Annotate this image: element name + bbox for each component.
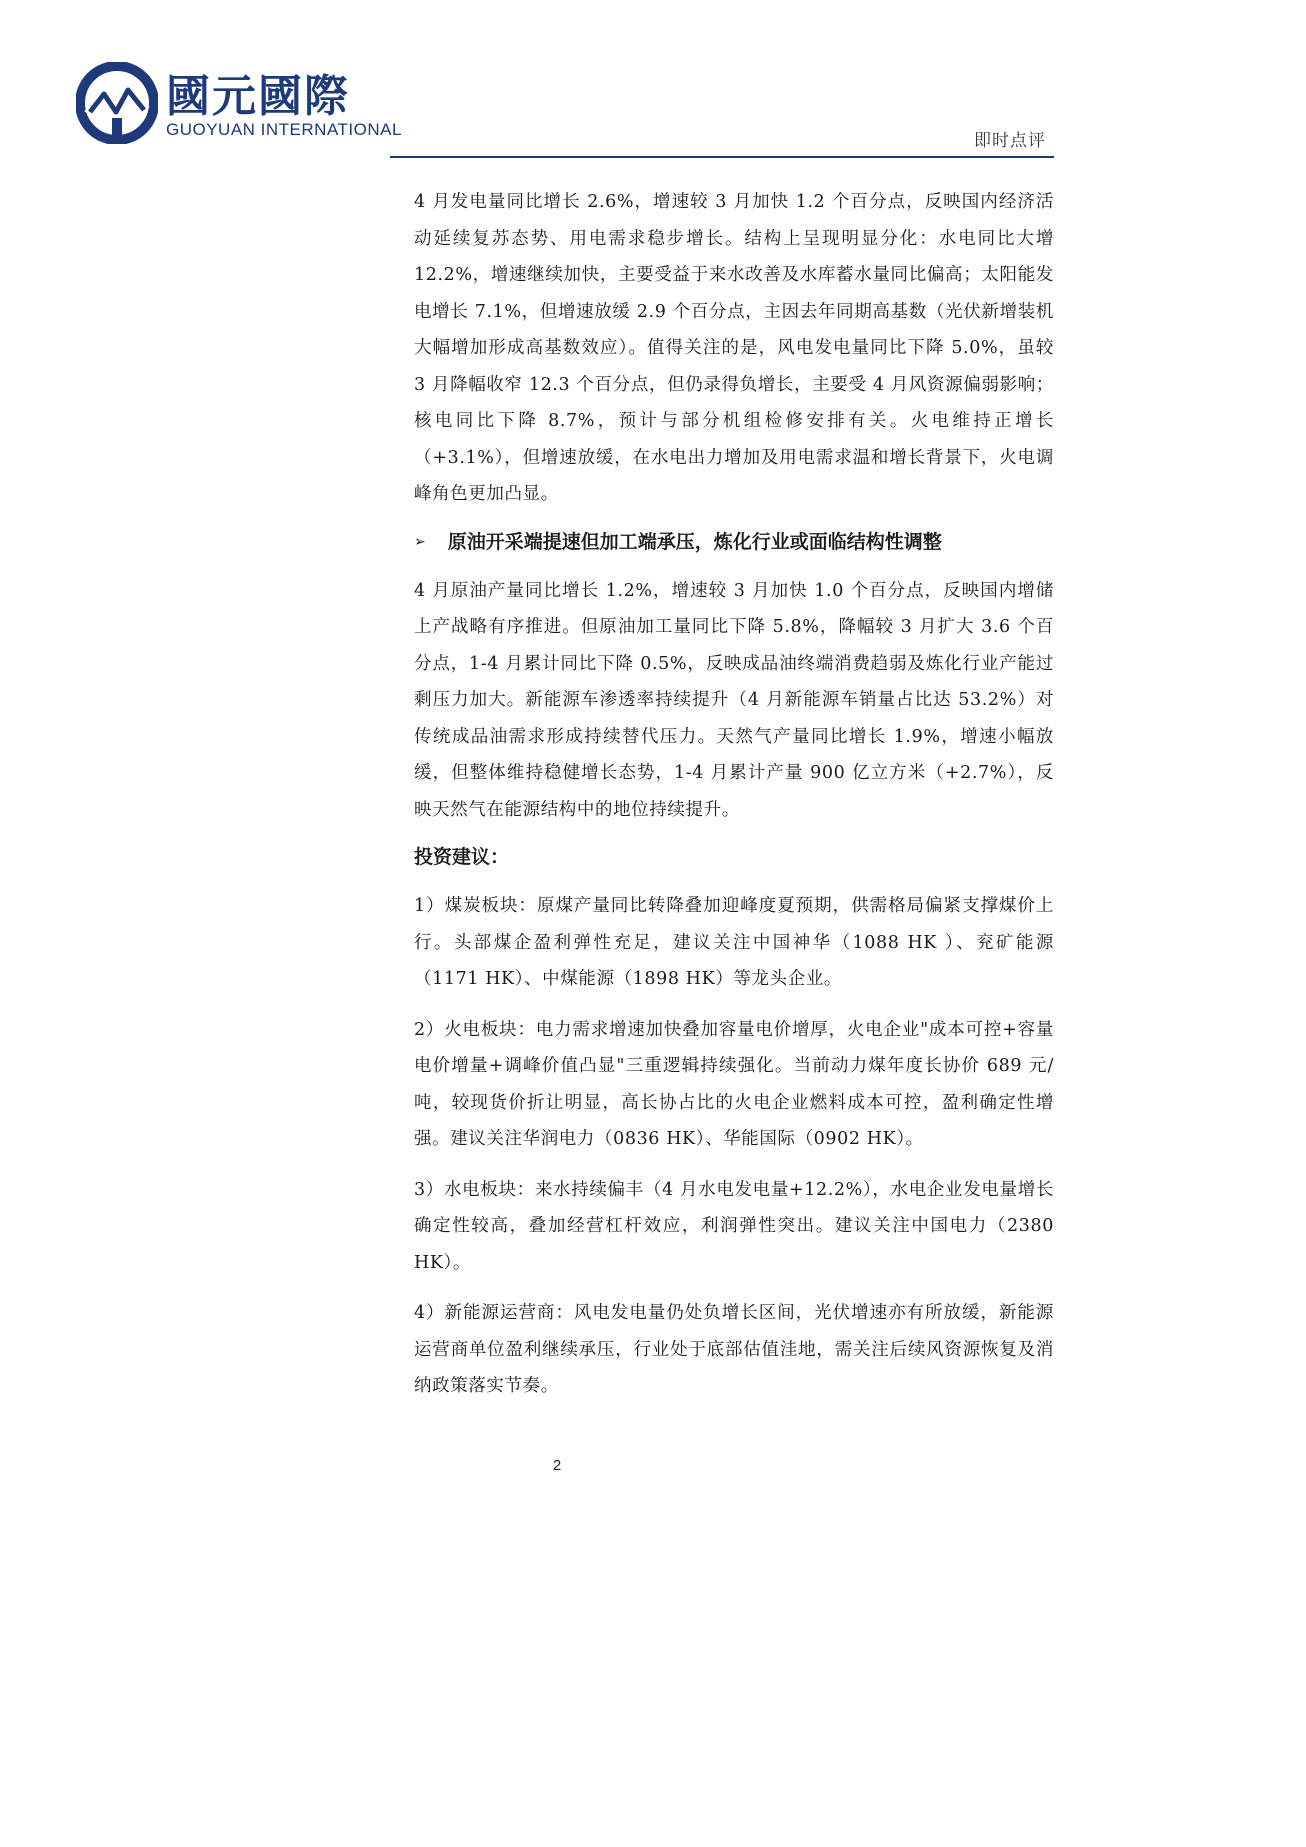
logo-emblem-icon (76, 62, 158, 144)
logo-english-name: GUOYUAN INTERNATIONAL (166, 120, 402, 139)
section-heading-text: 原油开采端提速但加工端承压，炼化行业或面临结构性调整 (447, 530, 942, 553)
paragraph-power-generation: 4 月发电量同比增长 2.6%，增速较 3 月加快 1.2 个百分点，反映国内经济活动延续复苏态势、用电需求稳步增长。结构上呈现明显分化：水电同比大增 12.2%，增速继续加快，主要受益于来水改善及水库蓄水量同比偏高；太阳能发电增长 7.1%，但增速放缓 2.9 个百分点，主因去年同期高基数（光伏新增装机大幅增加形成高基数效应）。值得关注的是，风电发电量同比下降 5.0%，虽较 3 月降幅收窄 12.3 个百分点，但仍录得负增长，主要受 4 月风资源偏弱影响；核电同比下降 8.7%，预计与部分机组检修安排有关。火电维持正增长（+3.1%），但增速放缓，在水电出力增加及用电需求温和增长背景下，火电调峰角色更加凸显。 (414, 192, 1054, 504)
page-number: 2 (552, 1457, 562, 1474)
company-logo (76, 58, 402, 148)
recommendation-hydropower: 3）水电板块：来水持续偏丰（4 月水电发电量+12.2%），水电企业发电量增长确定性较高，叠加经营杠杆效应，利润弹性突出。建议关注中国电力（2380 HK）。 (414, 1179, 1054, 1273)
logo-chinese-name: 國元國際 (166, 71, 350, 122)
section-heading-oil (414, 527, 1054, 557)
header-divider (390, 156, 1054, 158)
report-type-label: 即时点评 (974, 131, 1046, 151)
paragraph-oil-gas: 4 月原油产量同比增长 1.2%，增速较 3 月加快 1.0 个百分点，反映国内增储上产战略有序推进。但原油加工量同比下降 5.8%，降幅较 3 月扩大 3.6 个百分点，1-4 月累计同比下降 0.5%，反映成品油终端消费趋弱及炼化行业产能过剩压力加大。新能源车渗透率持续提升（4 月新能源车销量占比达 53.2%）对传统成品油需求形成持续替代压力。天然气产量同比增长 1.9%，增速小幅放缓，但整体维持稳健增长态势，1-4 月累计产量 900 亿立方米（+2.7%），反映天然气在能源结构中的地位持续提升。 (414, 580, 1054, 820)
recommendation-coal: 1）煤炭板块：原煤产量同比转降叠加迎峰度夏预期，供需格局偏紧支撑煤价上行。头部煤企盈利弹性充足，建议关注中国神华（1088 HK ）、兖矿能源（1171 HK）、中煤能源（1898 HK）等龙头企业。 (414, 896, 1054, 989)
arrow-bullet-icon: ➢ (414, 533, 426, 550)
recommendation-thermal-power: 2）火电板块：电力需求增速加快叠加容量电价增厚，火电企业"成本可控+容量电价增量+调峰价值凸显"三重逻辑持续强化。当前动力煤年度长协价 689 元/吨，较现货价折让明显，高长协占比的火电企业燃料成本可控，盈利确定性增强。建议关注华润电力（0836 HK）、华能国际（0902 HK）。 (414, 1019, 1054, 1149)
section-heading-investment: 投资建议： (414, 846, 510, 868)
document-body (414, 184, 1054, 1419)
recommendation-new-energy: 4）新能源运营商：风电发电量仍处负增长区间，光伏增速亦有所放缓，新能源运营商单位盈利继续承压，行业处于底部估值洼地，需关注后续风资源恢复及消纳政策落实节奏。 (414, 1303, 1054, 1396)
